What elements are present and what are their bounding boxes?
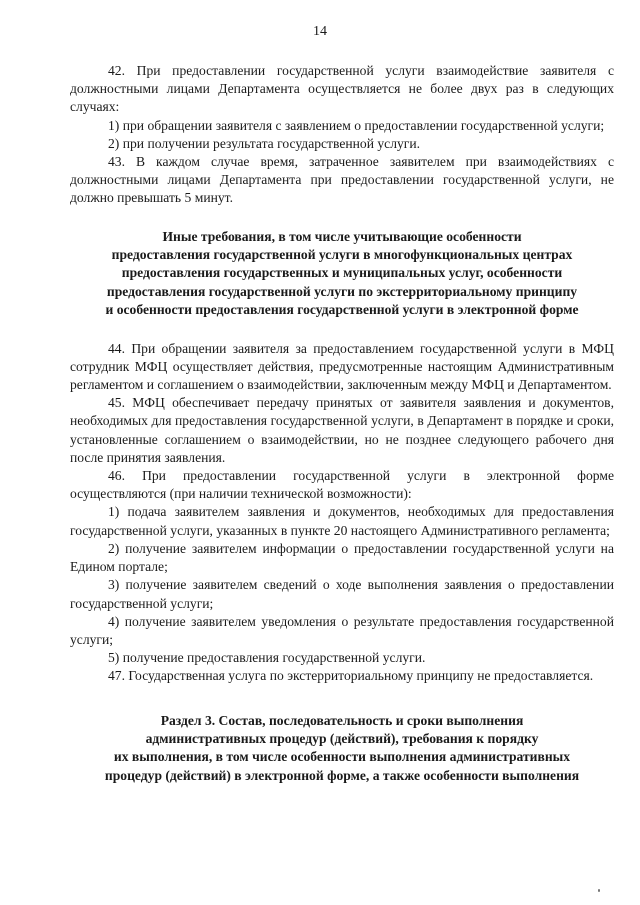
- paragraph-44: 44. При обращении заявителя за предоставлением государственной услуги в МФЦ сотрудник МФЦ осуществляет действия, предусмотренные настоящим Административным регламентом и соглашением о взаимодействии, заключенным между МФЦ и Департаментом.: [70, 340, 614, 393]
- heading-line: административных процедур (действий), требования к порядку: [145, 730, 539, 746]
- heading-line: процедур (действий) в электронной форме, а также особенности выполнения: [104, 767, 580, 783]
- heading-line: предоставления государственной услуги в многофункциональных центрах: [111, 247, 573, 263]
- paragraph-46-item-1: 1) подача заявителем заявления и документов, необходимых для предоставления государственной услуги, указанных в пункте 20 настоящего Административного регламента;: [70, 504, 614, 538]
- paragraph-46-item-4: 4) получение заявителем уведомления о результате предоставления государственной услуги;: [70, 613, 614, 647]
- heading-line: Иные требования, в том числе учитывающие особенности: [162, 228, 522, 244]
- paragraph-46: 46. При предоставлении государственной услуги в электронной форме осуществляются (при наличии технической возможности):: [70, 468, 614, 502]
- heading-line: предоставления государственной услуги по экстерриториальному принципу: [106, 283, 578, 299]
- paragraph-group-1: [70, 62, 614, 208]
- paragraph-46-item-2: 2) получение заявителем информации о предоставлении государственной услуги на Едином портале;: [70, 540, 614, 575]
- scan-speck: [598, 889, 600, 892]
- heading-line: их выполнения, в том числе особенности выполнения административных: [113, 749, 571, 765]
- paragraph-47: 47. Государственная услуга по экстерриториальному принципу не предоставляется.: [108, 668, 594, 684]
- paragraph-group-2: [70, 340, 614, 686]
- heading-line: и особенности предоставления государственной услуги в электронной форме: [105, 302, 579, 318]
- paragraph-42: 42. При предоставлении государственной услуги взаимодействие заявителя с должностными лицами Департамента осуществляется не более двух раз в следующих случаях:: [70, 63, 614, 115]
- paragraph-45: 45. МФЦ обеспечивает передачу принятых от заявителя заявления и документов, необходимых для предоставления государственной услуги, в Департамент в порядке и сроки, установленные соглашением о взаимодействии, но не позднее следующего рабочего дня после принятия заявления.: [70, 395, 614, 465]
- paragraph-46-item-3: 3) получение заявителем сведений о ходе выполнения заявления о предоставлении государственной услуги;: [70, 577, 614, 611]
- document-body: [70, 62, 614, 785]
- heading-line: предоставления государственных и муниципальных услуг, особенности: [121, 265, 563, 281]
- paragraph-42-item-1: 1) при обращении заявителя с заявлением о предоставлении государственной услуги;: [108, 117, 605, 133]
- section-heading-other-requirements: [70, 228, 614, 320]
- paragraph-43: 43. В каждом случае время, затраченное заявителем при взаимодействиях с должностными лицами Департамента при предоставлении государственной услуги, не должно превышать 5 минут.: [70, 154, 614, 206]
- section-heading-3: [70, 712, 614, 786]
- paragraph-46-item-5: 5) получение предоставления государственной услуги.: [108, 650, 426, 666]
- heading-line: Раздел 3. Состав, последовательность и сроки выполнения: [160, 712, 524, 728]
- paragraph-42-item-2: 2) при получении результата государственной услуги.: [108, 135, 421, 151]
- page-number: 14: [313, 24, 327, 39]
